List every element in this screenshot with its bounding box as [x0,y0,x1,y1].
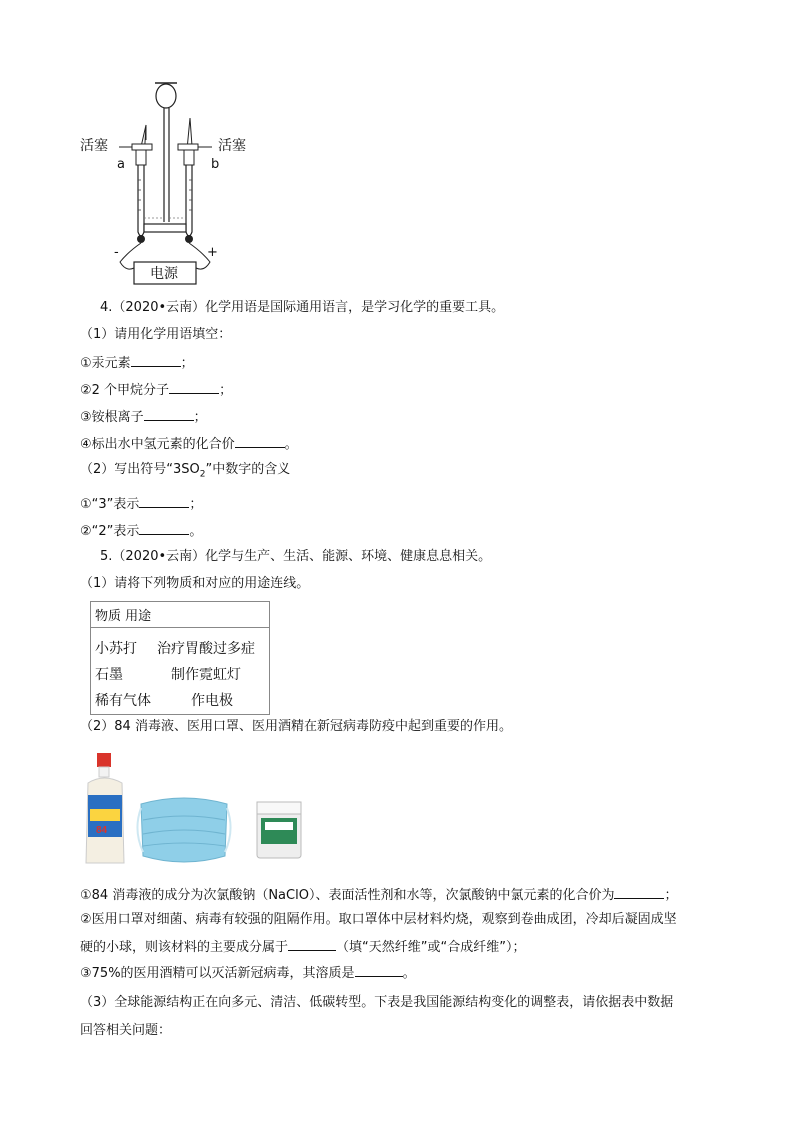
q5-item-1: ①84 消毒液的成分为次氯酸钠（NaClO）、表面活性剂和水等，次氯酸钠中氯元素的化合价为 ； [80,885,677,905]
right-stopcock-label: 活塞 [218,138,246,154]
substance-usage-table [90,601,270,715]
table-header: 物质 用途 [95,609,152,624]
q5-part1: （1）请将下列物质和对应的用途连线。 [80,576,310,591]
positive-terminal-label: + [207,245,218,260]
left-stopcock [132,144,152,150]
q4-meaning-2: ②“2”表示 。 [80,521,202,541]
answer-blank[interactable] [355,963,403,977]
answer-blank[interactable] [144,407,194,421]
q4-item-3: ③铵根离子 ； [80,407,207,427]
disinfectant-84-bottle-image [80,753,130,868]
power-supply-label: 电源 [150,266,178,282]
answer-blank[interactable] [288,937,336,951]
electrolysis-apparatus-diagram [70,70,260,290]
answer-blank[interactable] [131,353,181,367]
q4-item-2-text: ②2 个甲烷分子 [80,383,170,398]
use-1: 治疗胃酸过多症 [157,641,255,657]
q4-part1: （1）请用化学用语填空： [80,327,232,342]
tube-a-label: a [117,157,125,172]
q4-meaning-1: ①“3”表示 ； [80,494,202,514]
q4-title: 4.（2020•云南）化学用语是国际通用语言，是学习化学的重要工具。 [100,300,505,315]
use-2: 制作霓虹灯 [171,667,241,683]
right-tube [186,165,192,236]
q5-item-3: ③75%的医用酒精可以灭活新冠病毒，其溶质是 。 [80,963,416,983]
q4-item-1: ①汞元素 ； [80,353,194,373]
answer-blank[interactable] [169,380,219,394]
q5-title: 5.（2020•云南）化学与生产、生活、能源、环境、健康息息相关。 [100,549,492,564]
q4-item-1-text: ①汞元素 [80,356,131,371]
answer-blank[interactable] [139,494,189,508]
left-stopcock-label: 活塞 [80,138,108,154]
substance-3: 稀有气体 [95,693,151,709]
q5-part3-line-1: （3）全球能源结构正在向多元、清洁、低碳转型。下表是我国能源结构变化的调整表，请依据表中数据 [80,995,674,1010]
answer-blank[interactable] [139,521,189,535]
reservoir-bulb [156,84,176,108]
q5-item-2-line-2: 硬的小球，则该材料的主要成分属于 （填“天然纤维”或“合成纤维”）； [80,937,525,957]
q5-part2: （2）84 消毒液、医用口罩、医用酒精在新冠病毒防疫中起到重要的作用。 [80,719,512,734]
medical-mask-image [133,792,235,868]
q5-part3-line-2: 回答相关问题： [80,1023,172,1038]
medical-alcohol-container-image [255,770,305,860]
substance-1: 小苏打 [95,641,137,657]
negative-terminal-label: - [114,245,119,260]
q4-item-3-text: ③铵根离子 [80,410,144,425]
tube-b-label: b [211,157,220,172]
q4-part2: （2）写出符号“$3SO_2$”中数字的含义 [80,462,291,480]
q4-item-4: ④标出水中氢元素的化合价 。 [80,434,298,454]
bottle-84-label: 84 [96,825,108,836]
q5-item-2-line-1: ②医用口罩对细菌、病毒有较强的阻隔作用。取口罩体中层材料灼烧，观察到卷曲成团，冷却后凝固成坚 [80,912,677,927]
substance-2: 石墨 [95,667,123,683]
use-3: 作电极 [191,693,233,709]
q4-item-2: ②2 个甲烷分子 ； [80,380,232,400]
right-stopcock [178,144,198,150]
answer-blank[interactable] [614,885,664,899]
left-tube [138,165,144,236]
q4-item-4-text: ④标出水中氢元素的化合价 [80,437,235,452]
answer-blank[interactable] [235,434,285,448]
